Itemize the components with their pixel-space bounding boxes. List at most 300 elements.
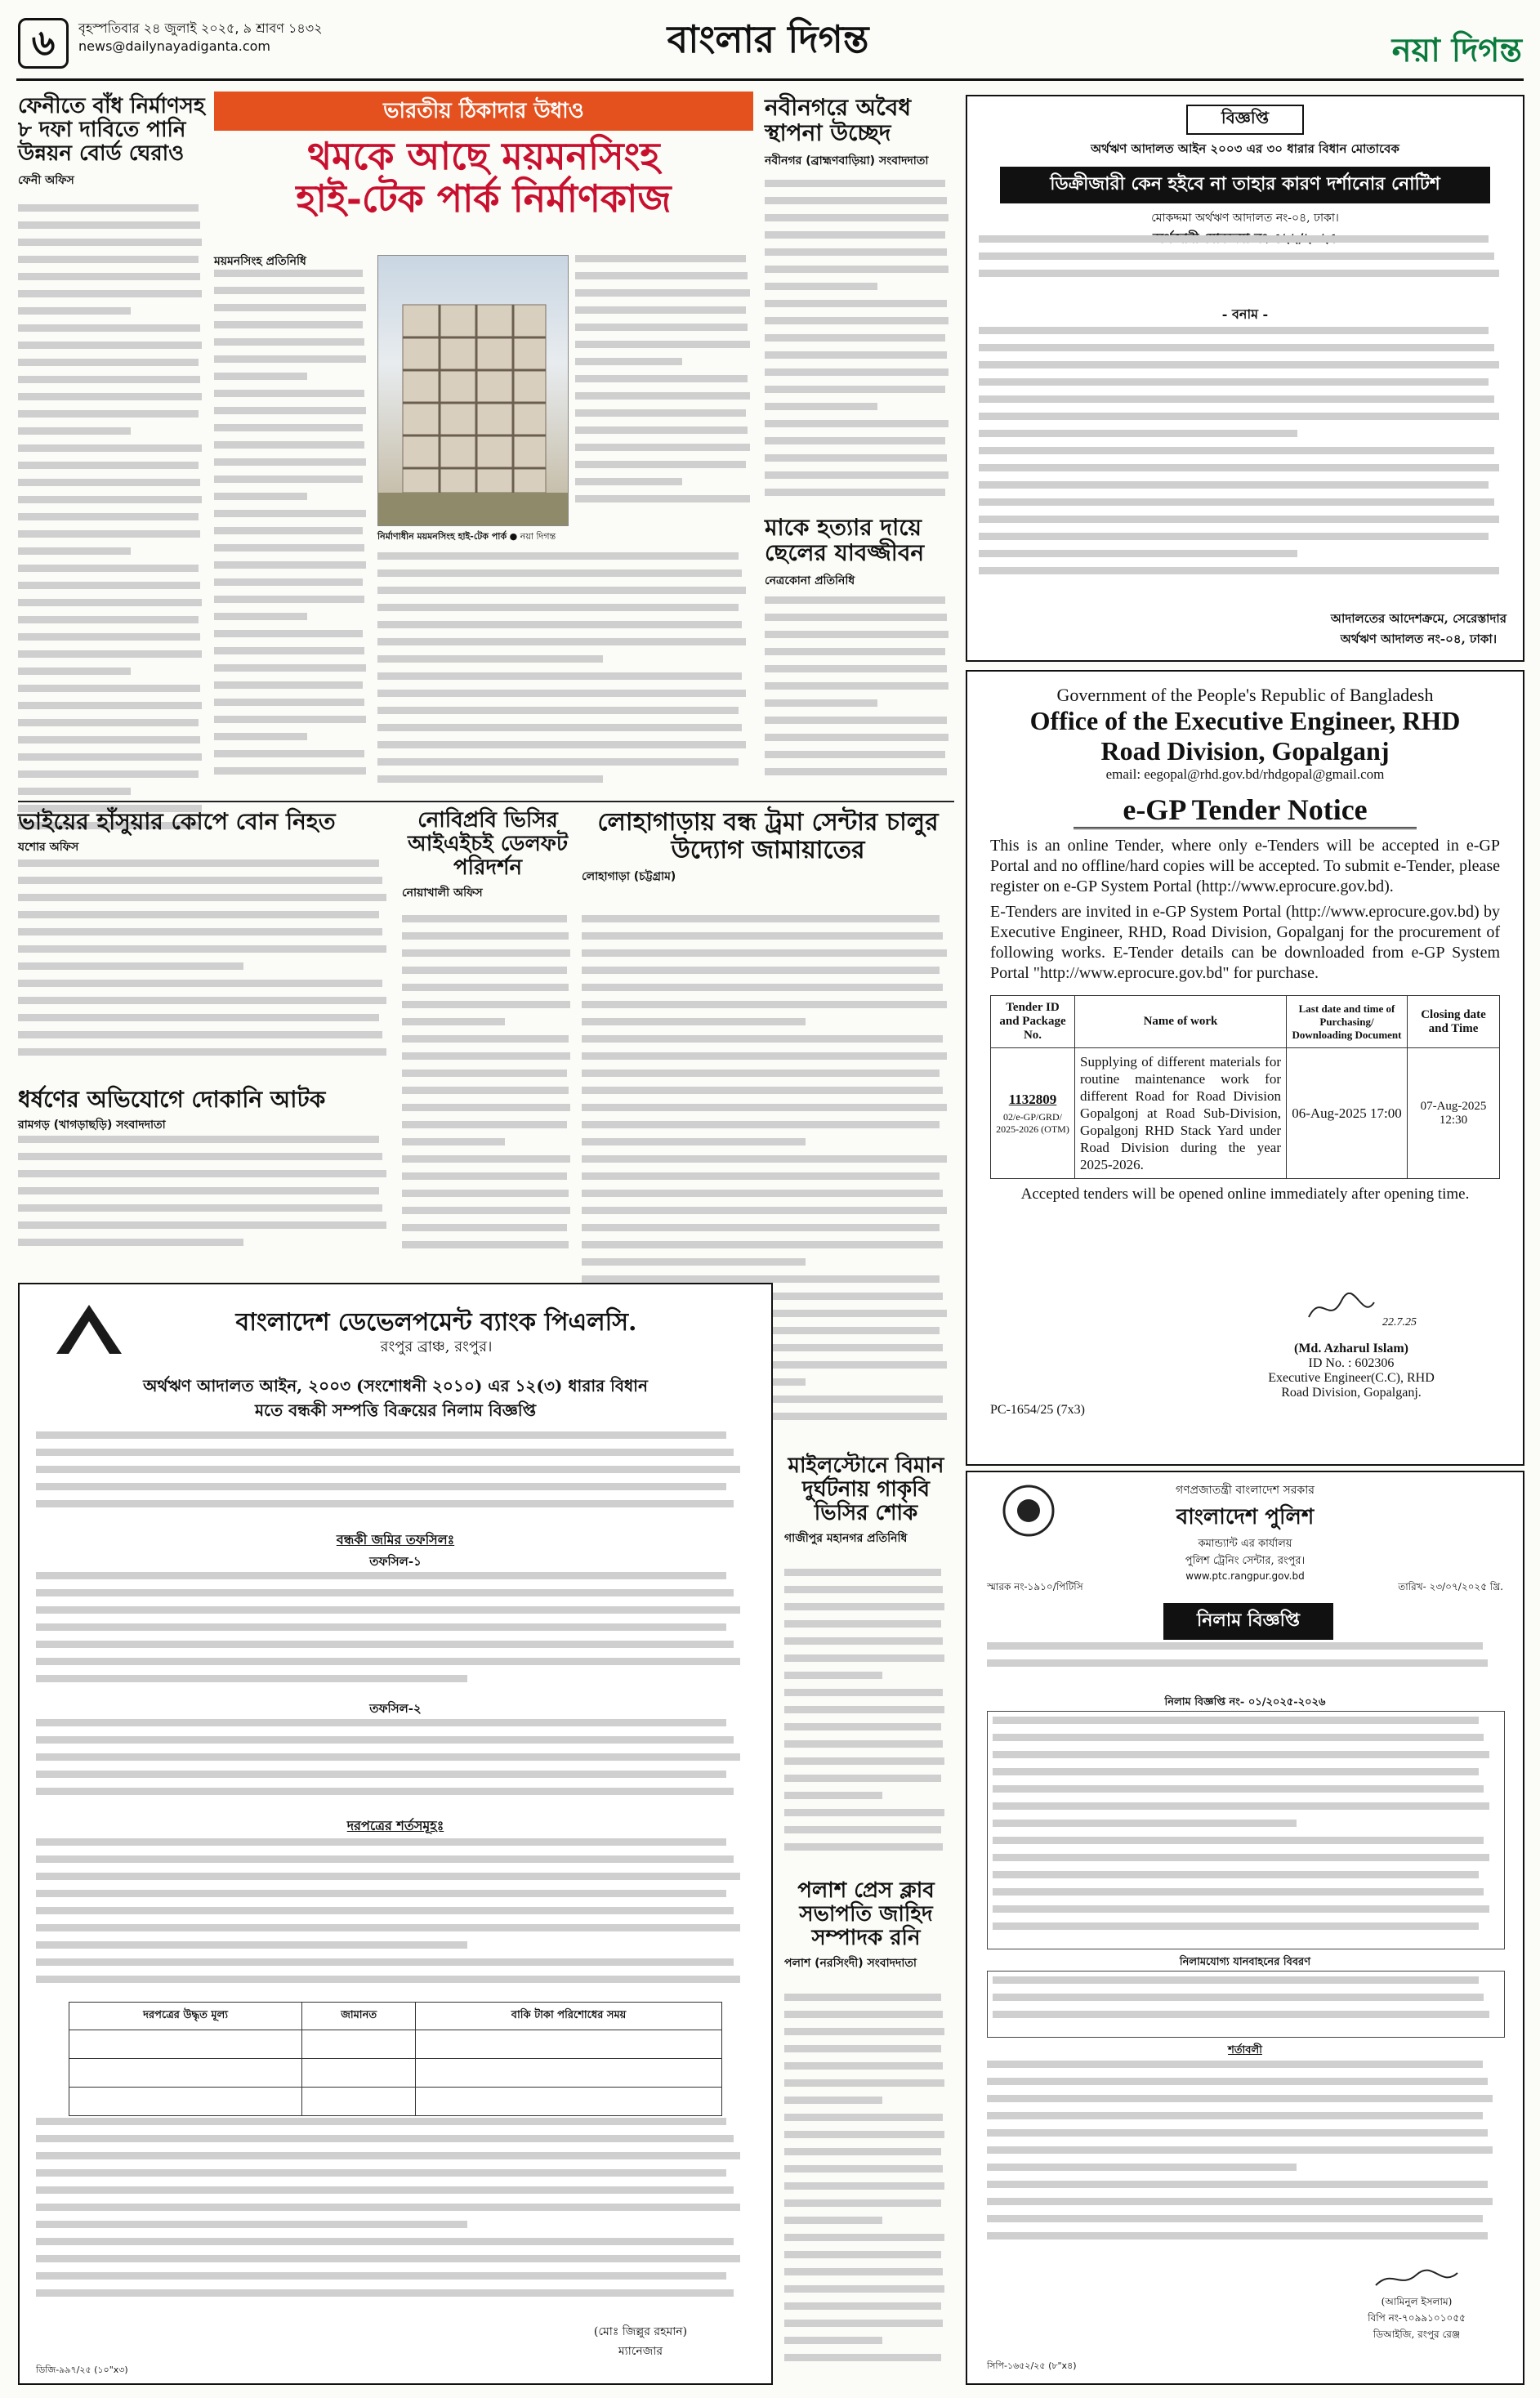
text-line	[18, 599, 202, 606]
police-conditions: শর্তাবলী	[1228, 2044, 1262, 2056]
text-line	[18, 479, 200, 486]
text-line	[784, 2199, 941, 2207]
text-line	[18, 1187, 379, 1195]
police-memo: স্মারক নং-১৯১০/পিটিসি	[987, 1581, 1083, 1592]
text-line	[18, 633, 200, 641]
text-line	[36, 1736, 734, 1744]
notice-footer-line-1: আদালতের আদেশক্রমে, সেরেস্তাদার	[1330, 611, 1507, 626]
text-line	[402, 1104, 570, 1111]
text-line	[979, 361, 1499, 368]
text-line	[765, 317, 949, 324]
text-line	[18, 582, 200, 589]
text-line	[784, 2337, 882, 2344]
text-line	[575, 255, 746, 262]
story-nabinagar	[765, 95, 953, 174]
text-line	[377, 638, 746, 645]
text-line	[36, 1431, 726, 1439]
text-line	[582, 932, 943, 940]
lead-photo-caption: নির্মাণাধীন ময়মনসিংহ হাই-টেক পার্ক ● নয়া দিগন্ত	[377, 531, 556, 542]
police-signature-image	[1372, 2265, 1462, 2293]
story-byline: নেত্রকোনা প্রতিনিধি	[765, 574, 855, 587]
text-line	[402, 949, 570, 957]
text-line	[36, 1771, 726, 1778]
story-byline: পলাশ (নরসিংদী) সংবাদদাতা	[784, 1957, 917, 1971]
tender-work: Supplying of different materials for routine maintenance work for different Road for Road Division Gopalgonj at Road Sub-Division, Gopalgonj RHD Stack Yard under Road Division during the year 2025-2026.	[1075, 1048, 1287, 1179]
tender-last-date: 06-Aug-2025 17:00	[1287, 1048, 1408, 1179]
text-line	[18, 1136, 379, 1143]
text-line	[575, 272, 748, 279]
text-line	[214, 355, 366, 363]
text-line	[575, 306, 746, 314]
notice-versus: - বনাম -	[1221, 306, 1269, 322]
text-line	[765, 403, 877, 410]
tender-id-no: ID No. : 602306	[1308, 1356, 1395, 1370]
text-line	[765, 751, 945, 758]
text-line	[214, 561, 366, 569]
text-line	[575, 495, 750, 502]
text-line	[18, 273, 200, 280]
tender-office-2: Road Division, Gopalganj	[1100, 736, 1390, 766]
text-line	[582, 915, 940, 922]
text-line	[765, 717, 947, 724]
police-auction-notice	[966, 1471, 1524, 2385]
text-line	[214, 647, 364, 654]
text-line	[784, 2354, 941, 2361]
court-notice	[966, 95, 1524, 662]
story-byline: নোয়াখালী অফিস	[402, 886, 483, 900]
bdbl-schedule-2: তফসিল-২	[369, 1701, 422, 1716]
bdbl-role: ম্যানেজার	[618, 2345, 663, 2358]
text-line	[402, 1172, 567, 1180]
text-line	[987, 2181, 1488, 2188]
text-line	[18, 565, 199, 572]
text-line	[765, 197, 947, 204]
police-center: পুলিশ ট্রেনিং সেন্টার, রংপুর।	[1185, 1555, 1306, 1567]
text-line	[18, 1170, 386, 1177]
police-title: নিলাম বিজ্ঞপ্তি	[1163, 1603, 1333, 1640]
text-line	[987, 2146, 1493, 2154]
tender-header: Tender ID and Package No.	[991, 996, 1075, 1048]
story-byline: নবীনগর (ব্রাহ্মণবাড়িয়া) সংবাদদাতা	[765, 154, 929, 167]
text-line	[18, 668, 131, 675]
tender-intro: This is an online Tender, where only e-Tenders will be accepted in e-GP Portal and no offline/hard copies will be accepted. To submit e-Tender, please register on e-GP System Portal (http://www.eprocure.gov.bd).	[990, 837, 1500, 895]
text-line	[987, 2215, 1483, 2222]
lead-body-col-1	[214, 270, 369, 793]
text-line	[582, 967, 940, 974]
text-line	[377, 552, 739, 560]
text-line	[402, 932, 569, 940]
text-line	[36, 2186, 734, 2194]
story-byline: গাজীপুর মহানগর প্রতিনিধি	[784, 1532, 908, 1546]
notice-label: বিজ্ঞপ্তি	[1186, 105, 1304, 135]
text-line	[765, 454, 947, 462]
tender-header: Last date and time of Purchasing/ Downloading Document	[1287, 996, 1408, 1048]
story-body-feni	[18, 204, 206, 850]
text-line	[377, 587, 746, 594]
text-line	[18, 719, 199, 726]
story-headline: নোবিপ্রবি ভিসির আইএইচই ডেলফট পরিদর্শন	[408, 808, 568, 881]
bdbl-table-row	[69, 2088, 722, 2116]
text-line	[18, 928, 382, 936]
text-line	[784, 1672, 882, 1679]
text-line	[784, 2114, 943, 2121]
bdbl-schedule-1: তফসিল-১	[369, 1554, 422, 1569]
text-line	[582, 1001, 947, 1008]
story-jessore	[18, 809, 394, 860]
text-line	[979, 327, 1489, 334]
dateline	[78, 20, 323, 56]
bdbl-auction-notice	[18, 1283, 773, 2385]
text-line	[18, 997, 386, 1004]
text-line	[784, 1706, 944, 1713]
notice-case: মোকদ্দমা অর্থঋণ আদালত নং-০৪, ঢাকা।	[1151, 212, 1339, 225]
text-line	[18, 256, 199, 263]
text-line	[765, 231, 945, 239]
text-line	[765, 351, 947, 359]
notice-body	[979, 327, 1510, 588]
police-details-table	[987, 1711, 1505, 1949]
photo-caption-text: নির্মাণাধীন ময়মনসিংহ হাই-টেক পার্ক	[377, 531, 507, 542]
text-line	[214, 630, 363, 637]
tender-intro-2: E-Tenders are invited in e-GP System Portal (http://www.eprocure.gov.bd) by Executive Engineer, RHD, Road Division, Gopalganj for the procurement of following works. E-Tender details can be downloaded from e-GP System Portal "http://www.eprocure.gov.bd" for purchase.	[990, 903, 1500, 982]
story-nobipribi	[402, 809, 574, 906]
text-line	[784, 1620, 941, 1628]
text-line	[784, 2320, 943, 2327]
text-line	[402, 1138, 505, 1145]
notice-title: ডিক্রীজারী কেন হইবে না তাহার কারণ দর্শানোর নোটিশ	[1000, 167, 1490, 203]
text-line	[582, 1087, 943, 1094]
story-body-mother	[765, 596, 953, 793]
text-line	[979, 378, 1489, 386]
text-line	[979, 516, 1499, 523]
story-body-nabinagar	[765, 180, 953, 507]
tender-row	[991, 1048, 1500, 1179]
text-line	[575, 324, 748, 331]
text-line	[18, 324, 200, 332]
text-line	[36, 1855, 734, 1863]
text-line	[214, 373, 307, 380]
text-line	[36, 1572, 726, 1579]
text-line	[377, 672, 742, 680]
text-line	[979, 533, 1489, 540]
text-line	[582, 1155, 947, 1163]
text-line	[36, 1976, 740, 1983]
text-line	[36, 2272, 726, 2280]
text-line	[582, 1018, 806, 1025]
text-line	[214, 441, 364, 449]
text-line	[784, 2028, 944, 2035]
text-line	[36, 2238, 734, 2245]
tender-header: Name of work	[1075, 996, 1287, 1048]
text-line	[214, 510, 366, 517]
story-body-jessore	[18, 860, 394, 1080]
text-line	[784, 2251, 941, 2258]
text-line	[18, 980, 382, 987]
police-office: কমান্ড্যান্ট এর কার্যালয়	[1198, 1538, 1292, 1550]
police-vehicles-title: নিলামযোগ্য যানবাহনের বিবরণ	[1179, 1956, 1311, 1968]
notice-footer-line-2: অর্থঋণ আদালত নং-০৪, ঢাকা।	[1340, 632, 1498, 646]
bdbl-branch: রংপুর ব্রাঞ্চ, রংপুর।	[380, 1338, 493, 1355]
police-vehicle-rows	[993, 1976, 1499, 2032]
text-line	[18, 1014, 379, 1021]
text-line	[36, 1606, 740, 1614]
text-line	[18, 530, 200, 538]
text-line	[214, 287, 364, 294]
story-milestone	[784, 1454, 948, 1552]
tender-notice	[966, 670, 1524, 1466]
text-line	[214, 304, 366, 311]
story-lohagara	[582, 809, 954, 890]
text-line	[765, 420, 949, 427]
text-line	[784, 2148, 941, 2155]
text-line	[784, 2062, 943, 2070]
story-palash	[784, 1879, 948, 1976]
text-line	[18, 753, 202, 761]
bdbl-signer: (মোঃ জিল্লুর রহমান)	[593, 2325, 688, 2338]
masthead-rule	[16, 78, 1524, 81]
text-line	[36, 1788, 734, 1795]
text-line	[765, 180, 945, 187]
text-line	[993, 1871, 1479, 1878]
text-line	[575, 478, 682, 485]
bdbl-schedule: বন্ধকী জমির তফসিলঃ	[336, 1532, 455, 1547]
text-line	[993, 1802, 1489, 1810]
story-body-nobipribi	[402, 915, 574, 1275]
bdbl-terms: দরপত্রের শর্তসমূহঃ	[346, 1818, 444, 1833]
tender-signer-block	[1229, 1342, 1474, 1400]
text-line	[402, 1190, 569, 1197]
text-line	[987, 2095, 1493, 2102]
lead-headline	[214, 136, 753, 220]
text-line	[582, 1138, 806, 1145]
text-line	[582, 1241, 943, 1248]
text-line	[979, 413, 1499, 420]
text-line	[18, 894, 386, 901]
text-line	[377, 724, 742, 731]
text-line	[377, 569, 742, 577]
text-line	[18, 945, 386, 953]
tender-gov: Government of the People's Republic of Bangladesh	[1056, 685, 1434, 705]
tender-header-row	[991, 996, 1500, 1048]
text-line	[377, 775, 603, 783]
text-line	[377, 690, 746, 697]
text-line	[575, 392, 750, 400]
lead-kicker: ভারতীয় ঠিকাদার উধাও	[214, 92, 753, 131]
text-line	[575, 289, 750, 297]
police-rank: বিপি নং-৭০৯৯১০১০৫৫	[1368, 2312, 1466, 2324]
text-line	[214, 681, 363, 689]
text-line	[784, 1603, 944, 1610]
text-line	[765, 631, 949, 638]
text-line	[18, 221, 200, 229]
text-line	[993, 1905, 1489, 1913]
tender-title: e-GP Tender Notice	[1074, 793, 1417, 829]
text-line	[993, 1785, 1484, 1793]
text-line	[765, 648, 945, 655]
text-line	[979, 270, 1499, 277]
text-line	[36, 1958, 734, 1966]
text-line	[993, 1768, 1479, 1775]
text-line	[784, 2165, 943, 2172]
text-line	[214, 578, 363, 586]
text-line	[993, 1994, 1484, 2001]
bdbl-logo-icon	[52, 1301, 126, 1358]
building-image	[378, 256, 568, 525]
text-line	[765, 386, 945, 393]
police-subtitle: নিলাম বিজ্ঞপ্তি নং- ০১/২০২৫-২০২৬	[1164, 1696, 1326, 1708]
text-line	[582, 1121, 940, 1128]
text-line	[765, 596, 945, 604]
text-line	[582, 1207, 947, 1214]
text-line	[36, 1890, 726, 1897]
police-emblem-icon	[1000, 1482, 1057, 1539]
text-line	[402, 915, 567, 922]
tender-sign-date: 22.7.25	[1382, 1316, 1417, 1329]
text-line	[402, 1087, 569, 1094]
tender-office-1: Office of the Executive Engineer, RHD	[1029, 706, 1461, 735]
text-line	[784, 1994, 941, 2001]
story-mother	[765, 515, 953, 594]
story-byline: লোহাগাড়া (চট্টগ্রাম)	[582, 870, 676, 884]
text-line	[993, 1854, 1489, 1861]
bdbl-law: অর্থঋণ আদালত আইন, ২০০৩ (সংশোধনী ২০১০) এর ১২(৩) ধারার বিধান	[143, 1376, 648, 1395]
text-line	[214, 664, 366, 672]
text-line	[765, 368, 949, 376]
text-line	[784, 1723, 941, 1730]
text-line	[36, 1500, 734, 1507]
text-line	[214, 596, 364, 603]
text-line	[987, 2164, 1297, 2171]
text-line	[36, 1873, 740, 1880]
story-headline: ধর্ষণের অভিযোগে দোকানি আটক	[18, 1086, 326, 1113]
text-line	[18, 911, 379, 918]
text-line	[784, 2045, 941, 2052]
story-headline: পলাশ প্রেস ক্লাব সভাপতি জাহিদ সম্পাদক রনি	[797, 1878, 935, 1951]
text-line	[765, 682, 949, 690]
text-line	[765, 768, 947, 775]
text-line	[214, 338, 364, 346]
text-line	[402, 984, 569, 991]
text-line	[979, 464, 1499, 471]
police-details-rows	[993, 1717, 1499, 1944]
text-line	[18, 290, 202, 297]
text-line	[784, 1689, 943, 1696]
text-line	[987, 2232, 1488, 2239]
lead-photo	[377, 255, 569, 526]
text-line	[402, 1207, 570, 1214]
text-line	[993, 1820, 1297, 1827]
text-line	[582, 1104, 947, 1111]
notice-plaintiff	[979, 235, 1510, 301]
text-line	[582, 949, 947, 957]
text-line	[979, 567, 1499, 574]
text-line	[18, 1221, 386, 1229]
text-line	[18, 962, 243, 970]
text-line	[993, 1751, 1489, 1758]
text-line	[214, 699, 364, 706]
text-line	[36, 2204, 740, 2211]
text-line	[18, 877, 382, 884]
bdbl-name: বাংলাদেশ ডেভেলপমেন্ট ব্যাংক পিএলসি.	[235, 1308, 637, 1337]
text-line	[18, 547, 131, 555]
text-line	[765, 283, 877, 290]
text-line	[402, 1241, 569, 1248]
text-line	[575, 426, 748, 434]
text-line	[36, 2118, 726, 2125]
text-line	[18, 1153, 382, 1160]
text-line	[979, 481, 1489, 489]
text-line	[214, 476, 363, 483]
story-headline: মাকে হত্যার দায়ে ছেলের যাবজ্জীবন	[765, 514, 925, 567]
text-line	[575, 409, 746, 417]
text-line	[377, 621, 742, 628]
email-text: news@dailynayadiganta.com	[78, 38, 270, 54]
text-line	[18, 860, 379, 867]
bdbl-table	[69, 2002, 722, 2116]
text-line	[18, 462, 199, 469]
text-line	[18, 393, 202, 400]
tender-division: Road Division, Gopalganj.	[1281, 1386, 1422, 1400]
text-line	[214, 767, 366, 775]
text-line	[377, 758, 739, 766]
police-web: www.ptc.rangpur.gov.bd	[1185, 1570, 1305, 1582]
text-line	[18, 359, 199, 366]
story-headline: ভাইয়ের হাঁসুয়ার কোপে বোন নিহত	[18, 808, 336, 835]
text-line	[784, 1654, 944, 1662]
text-line	[784, 2302, 941, 2310]
newspaper-logo	[1392, 25, 1522, 79]
text-line	[36, 2221, 467, 2228]
text-line	[214, 716, 366, 723]
text-line	[979, 344, 1494, 351]
text-line	[784, 1586, 943, 1593]
text-line	[993, 1976, 1479, 1984]
police-intro	[987, 1642, 1503, 1691]
divider	[18, 801, 954, 802]
text-line	[582, 1052, 947, 1060]
photo-credit: নয়া দিগন্ত	[520, 531, 556, 542]
text-line	[979, 430, 1297, 437]
police-vehicles-table	[987, 1971, 1505, 2038]
text-line	[784, 1843, 943, 1851]
text-line	[214, 527, 363, 534]
text-line	[36, 1449, 734, 1456]
text-line	[36, 1719, 726, 1726]
text-line	[18, 770, 199, 778]
text-line	[575, 358, 682, 365]
text-line	[402, 967, 567, 974]
text-line	[987, 1642, 1483, 1650]
text-line	[993, 1734, 1484, 1741]
tender-id: 1132809	[1008, 1091, 1057, 1107]
text-line	[18, 239, 202, 246]
text-line	[402, 1121, 567, 1128]
text-line	[784, 2234, 944, 2241]
story-headline: লোহাগাড়ায় বন্ধ ট্রমা সেন্টার চালুর উদ্যোগ জামায়াতের	[597, 808, 939, 864]
text-line	[987, 2078, 1488, 2085]
tender-pc: PC-1654/25 (7x3)	[990, 1403, 1085, 1417]
story-byline: যশোর অফিস	[18, 841, 79, 855]
text-line	[214, 613, 307, 620]
text-line	[784, 1792, 882, 1799]
text-line	[402, 1224, 567, 1231]
text-line	[987, 1659, 1488, 1667]
text-line	[979, 235, 1489, 243]
text-line	[18, 650, 202, 658]
text-line	[765, 437, 945, 444]
text-line	[784, 1637, 943, 1645]
bdbl-schedule-1-body	[36, 1572, 755, 1695]
